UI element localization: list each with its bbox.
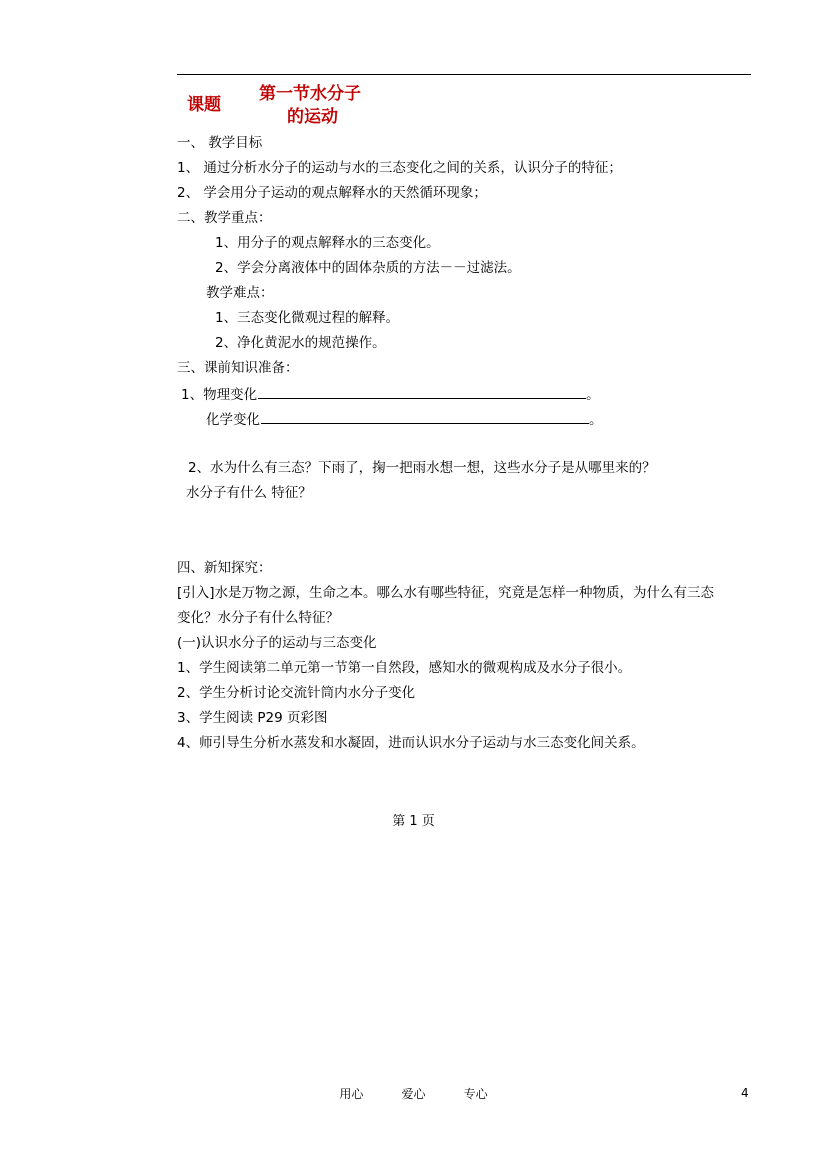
prep-question-2-cont: 水分子有什么 特征？: [186, 485, 312, 501]
lesson-label: 课题: [187, 95, 221, 115]
prep-question-2: 2、水为什么有三态？下雨了，掬一把雨水想一想，这些水分子是从哪里来的？: [188, 460, 656, 476]
prep-label-chemical: 化学变化: [206, 412, 260, 428]
prep-label-physical: 1、物理变化: [181, 387, 258, 403]
exploration-item-3: 3、学生阅读 P29 页彩图: [177, 710, 328, 726]
difficult-points-heading: 教学难点：: [206, 285, 274, 301]
goal-item-1: 1、 通过分析水分子的运动与水的三态变化之间的关系，认识分子的特征；: [177, 160, 622, 176]
period-1: 。: [586, 387, 600, 403]
lesson-title-line2: 的运动: [287, 107, 338, 127]
subsection-heading: (一)认识水分子的运动与三态变化: [177, 635, 377, 651]
exploration-item-2: 2、学生分析讨论交流针筒内水分子变化: [177, 685, 416, 701]
footer-item-3: 专心: [463, 1087, 488, 1101]
exploration-item-1: 1、学生阅读第二单元第一节第一自然段，感知水的微观构成及水分子很小。: [177, 660, 632, 676]
section-heading-exploration: 四、新知探究：: [177, 560, 272, 576]
header-rule: [177, 74, 751, 75]
page-label: 第 1 页: [392, 814, 435, 829]
prep-item-physical-change: [181, 384, 600, 404]
key-point-2: 2、学会分离液体中的固体杂质的方法－－过滤法。: [215, 260, 521, 276]
prep-item-chemical-change: [206, 409, 603, 429]
footer-item-2: 爱心: [401, 1087, 426, 1101]
section-heading-preparation: 三、课前知识准备：: [177, 360, 299, 376]
intro-line-1: [引入]水是万物之源，生命之本。哪么水有哪些特征，究竟是怎样一种物质，为什么有三态: [177, 585, 715, 601]
difficult-point-1: 1、三态变化微观过程的解释。: [215, 310, 400, 326]
footer: [0, 1085, 827, 1102]
exploration-item-4: 4、师引导生分析水蒸发和水凝固，进而认识水分子运动与水三态变化间关系。: [177, 735, 645, 751]
fill-blank-chemical[interactable]: [261, 409, 589, 424]
footer-item-1: 用心: [339, 1087, 364, 1101]
lesson-title-line1: 第一节水分子: [259, 84, 361, 104]
fill-blank-physical[interactable]: [258, 384, 586, 399]
difficult-point-2: 2、净化黄泥水的规范操作。: [215, 335, 386, 351]
section-heading-goals: 一、 教学目标: [177, 135, 263, 151]
intro-line-2: 变化？水分子有什么特征？: [177, 610, 339, 626]
key-point-1: 1、用分子的观点解释水的三态变化。: [215, 235, 440, 251]
section-heading-key-points: 二、教学重点：: [177, 210, 272, 226]
goal-item-2: 2、 学会用分子运动的观点解释水的天然循环现象；: [177, 185, 487, 201]
period-2: 。: [589, 412, 603, 428]
footer-page-number: 4: [741, 1086, 749, 1100]
